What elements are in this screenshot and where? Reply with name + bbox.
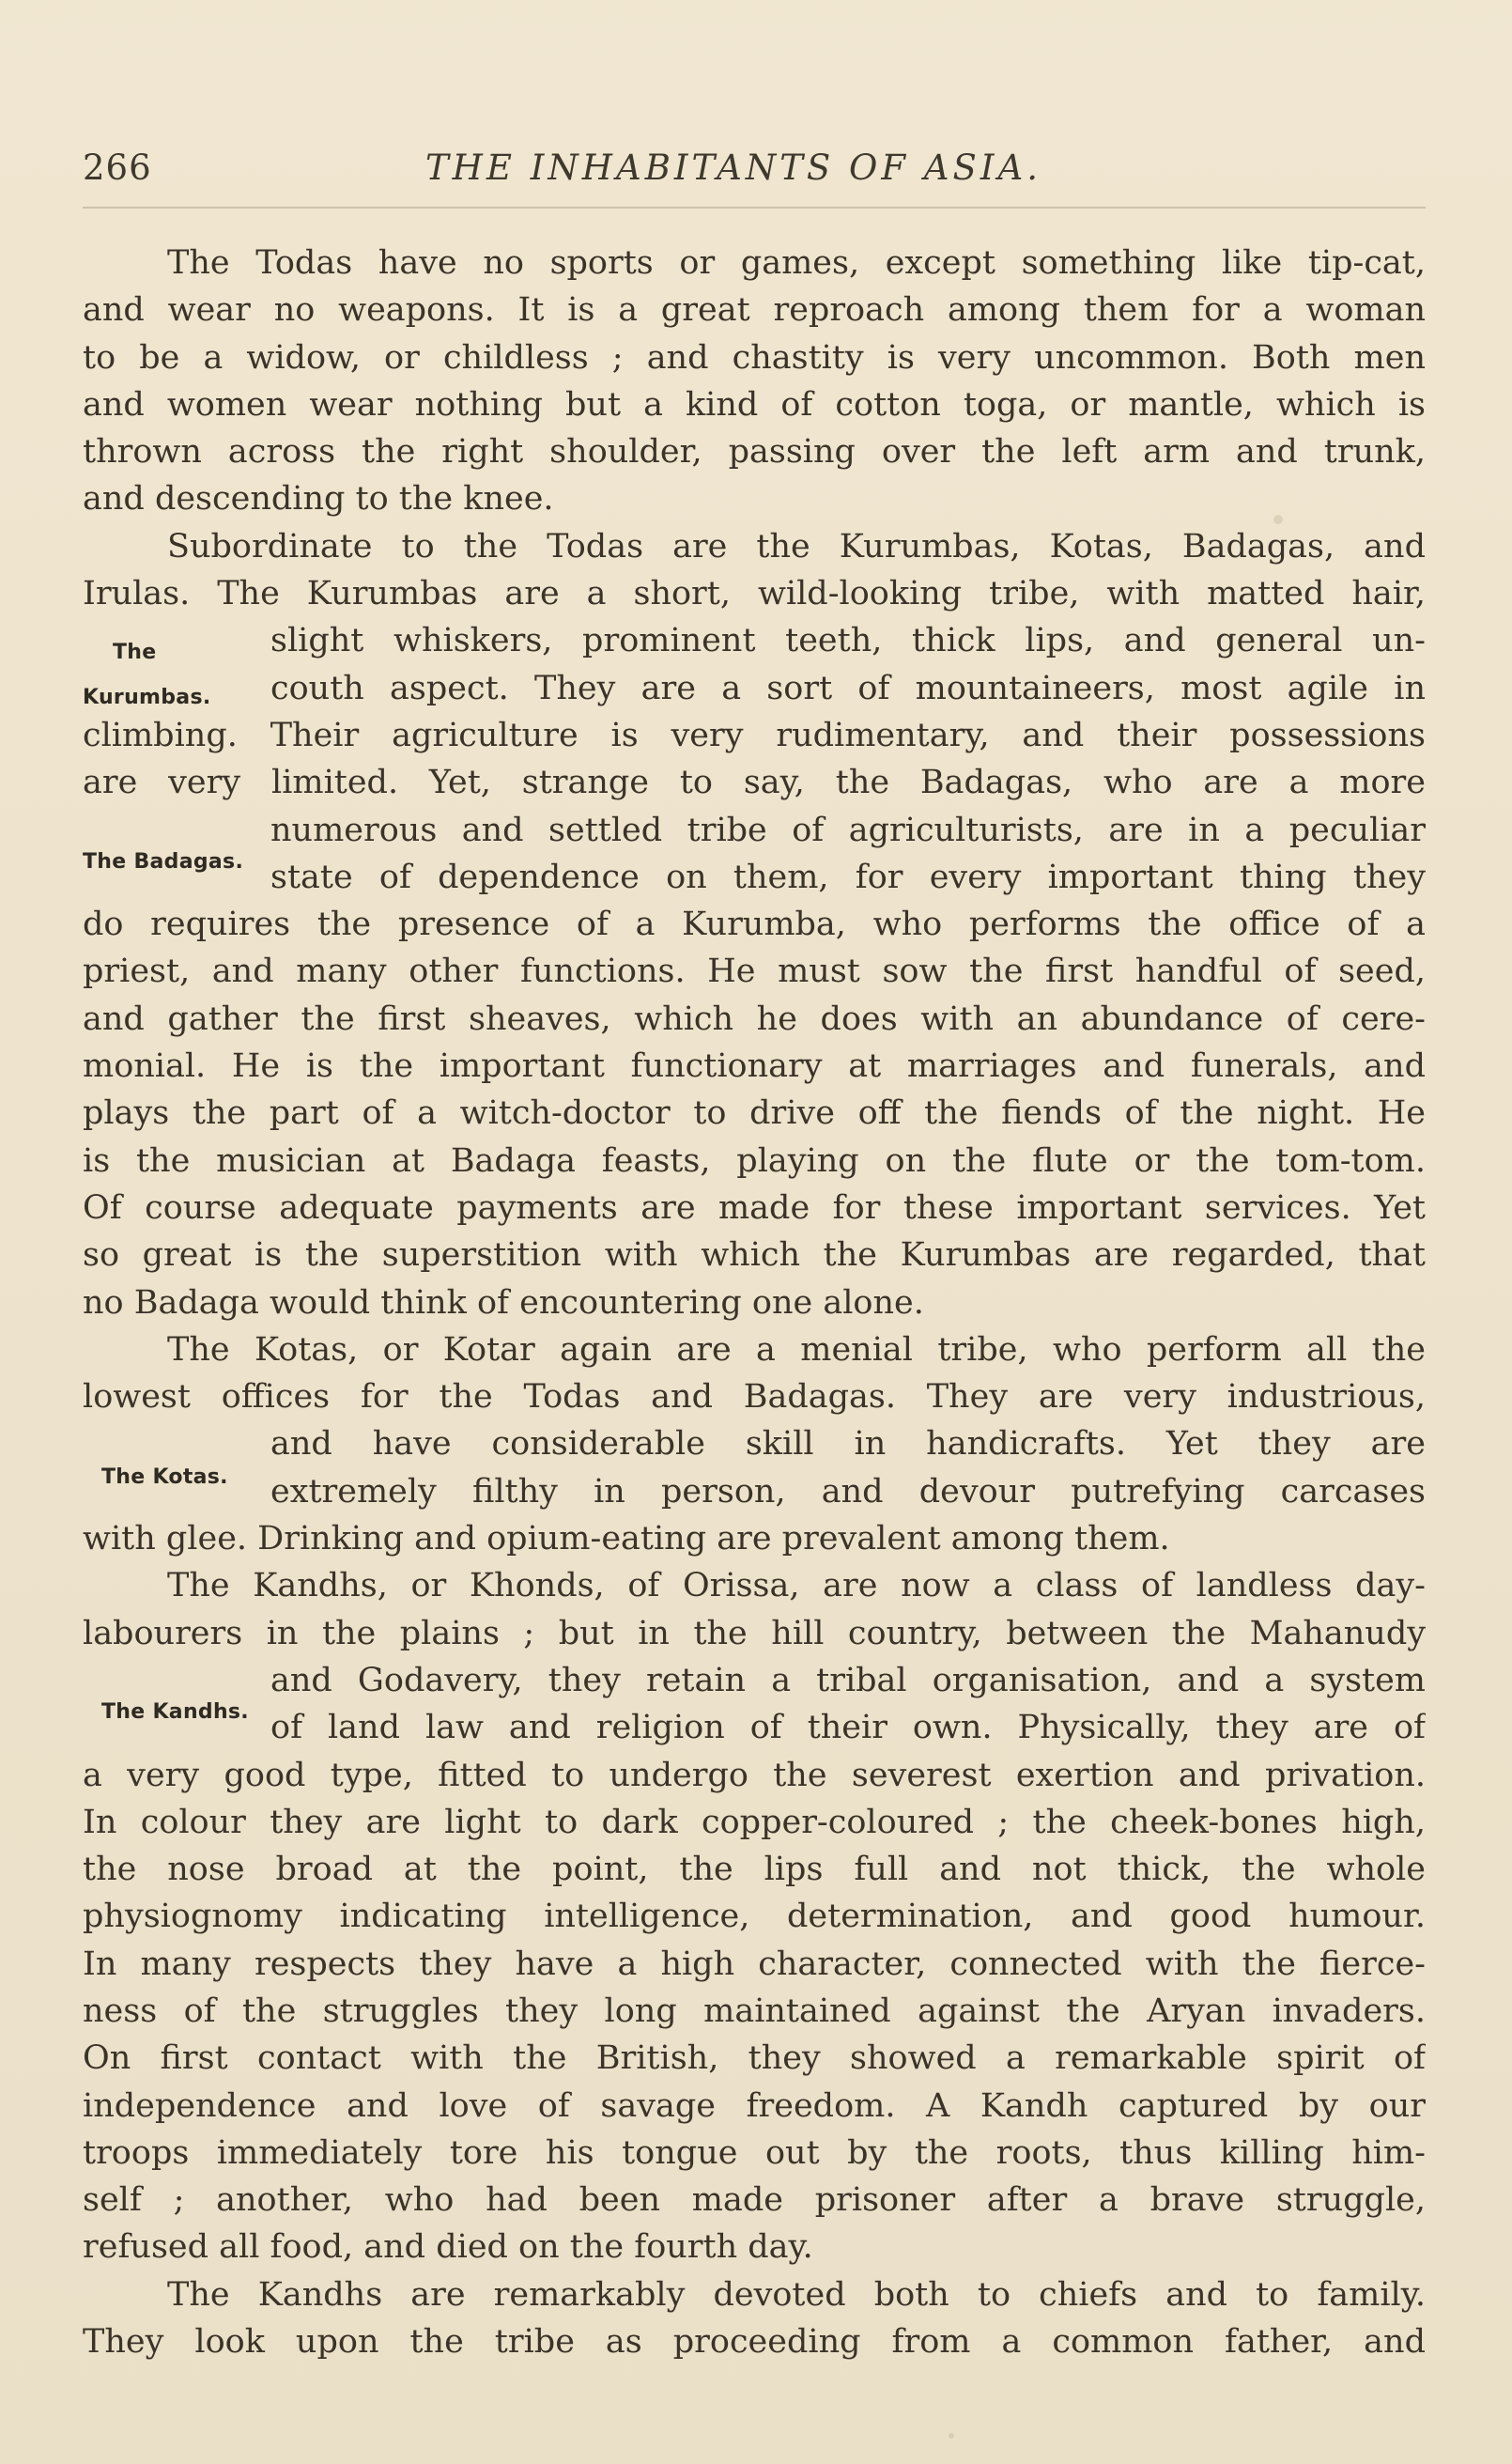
paper-spot: [949, 2433, 954, 2439]
text-line: couth aspect. They are a sort of mountaineers, most agile in: [270, 669, 1426, 707]
text-line: no Badaga would think of encountering one alone.: [83, 1283, 924, 1322]
text-line: self ; another, who had been made prisoner after a brave struggle,: [83, 2181, 1426, 2220]
text-line: The Kandhs are remarkably devoted both to chiefs and to family.: [167, 2275, 1426, 2314]
page-number: 266: [83, 147, 152, 188]
text-line: and gather the first sheaves, which he does with an abundance of cere-: [83, 1000, 1426, 1038]
text-line: They look upon the tribe as proceeding from a common father, and: [83, 2323, 1426, 2362]
text-line: labourers in the plains ; but in the hill country, between the Mahanudy: [83, 1614, 1426, 1652]
text-line: Of course adequate payments are made for these important services. Yet: [83, 1188, 1426, 1227]
text-line: ness of the struggles they long maintained against the Aryan invaders.: [83, 1991, 1426, 2030]
text-line: with glee. Drinking and opium-eating are prevalent among them.: [83, 1520, 1170, 1558]
text-line: to be a widow, or childless ; and chastity is very uncommon. Both men: [83, 338, 1426, 377]
text-line: plays the part of a witch-doctor to drive off the fiends of the night. He: [83, 1094, 1426, 1133]
text-line: state of dependence on them, for every important thing they: [270, 858, 1426, 896]
text-line: and Godavery, they retain a tribal organisation, and a system: [270, 1661, 1426, 1699]
text-line: The Kandhs, or Khonds, of Orissa, are now a class of landless day-: [167, 1567, 1426, 1605]
header-divider: [83, 207, 1426, 209]
text-line: and have considerable skill in handicrafts. Yet they are: [270, 1425, 1426, 1464]
text-line: of land law and religion of their own. Physically, they are of: [270, 1709, 1426, 1747]
text-line: lowest offices for the Todas and Badagas. They are very industrious,: [83, 1378, 1426, 1417]
text-line: and wear no weapons. It is a great reproach among them for a woman: [83, 291, 1426, 330]
text-line: The Todas have no sports or games, except something like tip-cat,: [167, 244, 1426, 282]
text-line: priest, and many other functions. He must sow the first handful of seed,: [83, 953, 1426, 991]
body-text: [83, 240, 1426, 2365]
text-line: The Kotas, or Kotar again are a menial tribe, who perform all the: [167, 1330, 1426, 1369]
text-line: thrown across the right shoulder, passing over the left arm and trunk,: [83, 433, 1426, 472]
text-line: are very limited. Yet, strange to say, the Badagas, who are a more: [83, 764, 1426, 802]
text-line: is the musician at Badaga feasts, playing on the flute or the tom-tom.: [83, 1141, 1426, 1180]
text-line: Irulas. The Kurumbas are a short, wild-looking tribe, with matted hair,: [83, 575, 1426, 613]
text-line: so great is the superstition with which the Kurumbas are regarded, that: [83, 1236, 1426, 1275]
text-line: and women wear nothing but a kind of cotton toga, or mantle, which is: [83, 385, 1426, 424]
margin-note-kurumbas-line-1: The: [113, 641, 157, 664]
text-line: the nose broad at the point, the lips full and not thick, the whole: [83, 1851, 1426, 1889]
margin-note-badagas: The Badagas.: [83, 850, 244, 874]
text-line: extremely filthy in person, and devour putrefying carcases: [270, 1472, 1426, 1511]
text-line: In many respects they have a high character, connected with the fierce-: [83, 1945, 1426, 1983]
text-line: On first contact with the British, they showed a remarkable spirit of: [83, 2039, 1426, 2078]
running-head: [83, 147, 1426, 196]
text-line: and descending to the knee.: [83, 480, 554, 519]
text-line: troops immediately tore his tongue out by the roots, thus killing him-: [83, 2133, 1426, 2172]
margin-note-kotas: The Kotas.: [101, 1465, 228, 1489]
text-line: Subordinate to the Todas are the Kurumbas, Kotas, Badagas, and: [167, 527, 1426, 566]
text-line: slight whiskers, prominent teeth, thick lips, and general un-: [270, 622, 1426, 660]
text-line: monial. He is the important functionary at marriages and funerals, and: [83, 1047, 1426, 1086]
text-line: do requires the presence of a Kurumba, who performs the office of a: [83, 906, 1426, 944]
paper-spot: [1273, 515, 1283, 524]
text-line: physiognomy indicating intelligence, determination, and good humour.: [83, 1898, 1426, 1936]
margin-note-kurumbas-line-2: Kurumbas.: [83, 686, 211, 709]
text-line: In colour they are light to dark copper-coloured ; the cheek-bones high,: [83, 1803, 1426, 1841]
text-line: refused all food, and died on the fourth day.: [83, 2228, 813, 2267]
text-line: numerous and settled tribe of agriculturists, are in a peculiar: [270, 811, 1426, 849]
running-title: THE INHABITANTS OF ASIA.: [425, 147, 1041, 188]
text-line: climbing. Their agriculture is very rudimentary, and their possessions: [83, 716, 1426, 754]
margin-note-kandhs: The Kandhs.: [101, 1700, 249, 1724]
text-line: a very good type, fitted to undergo the severest exertion and privation.: [83, 1756, 1426, 1794]
text-line: independence and love of savage freedom. A Kandh captured by our: [83, 2086, 1426, 2125]
